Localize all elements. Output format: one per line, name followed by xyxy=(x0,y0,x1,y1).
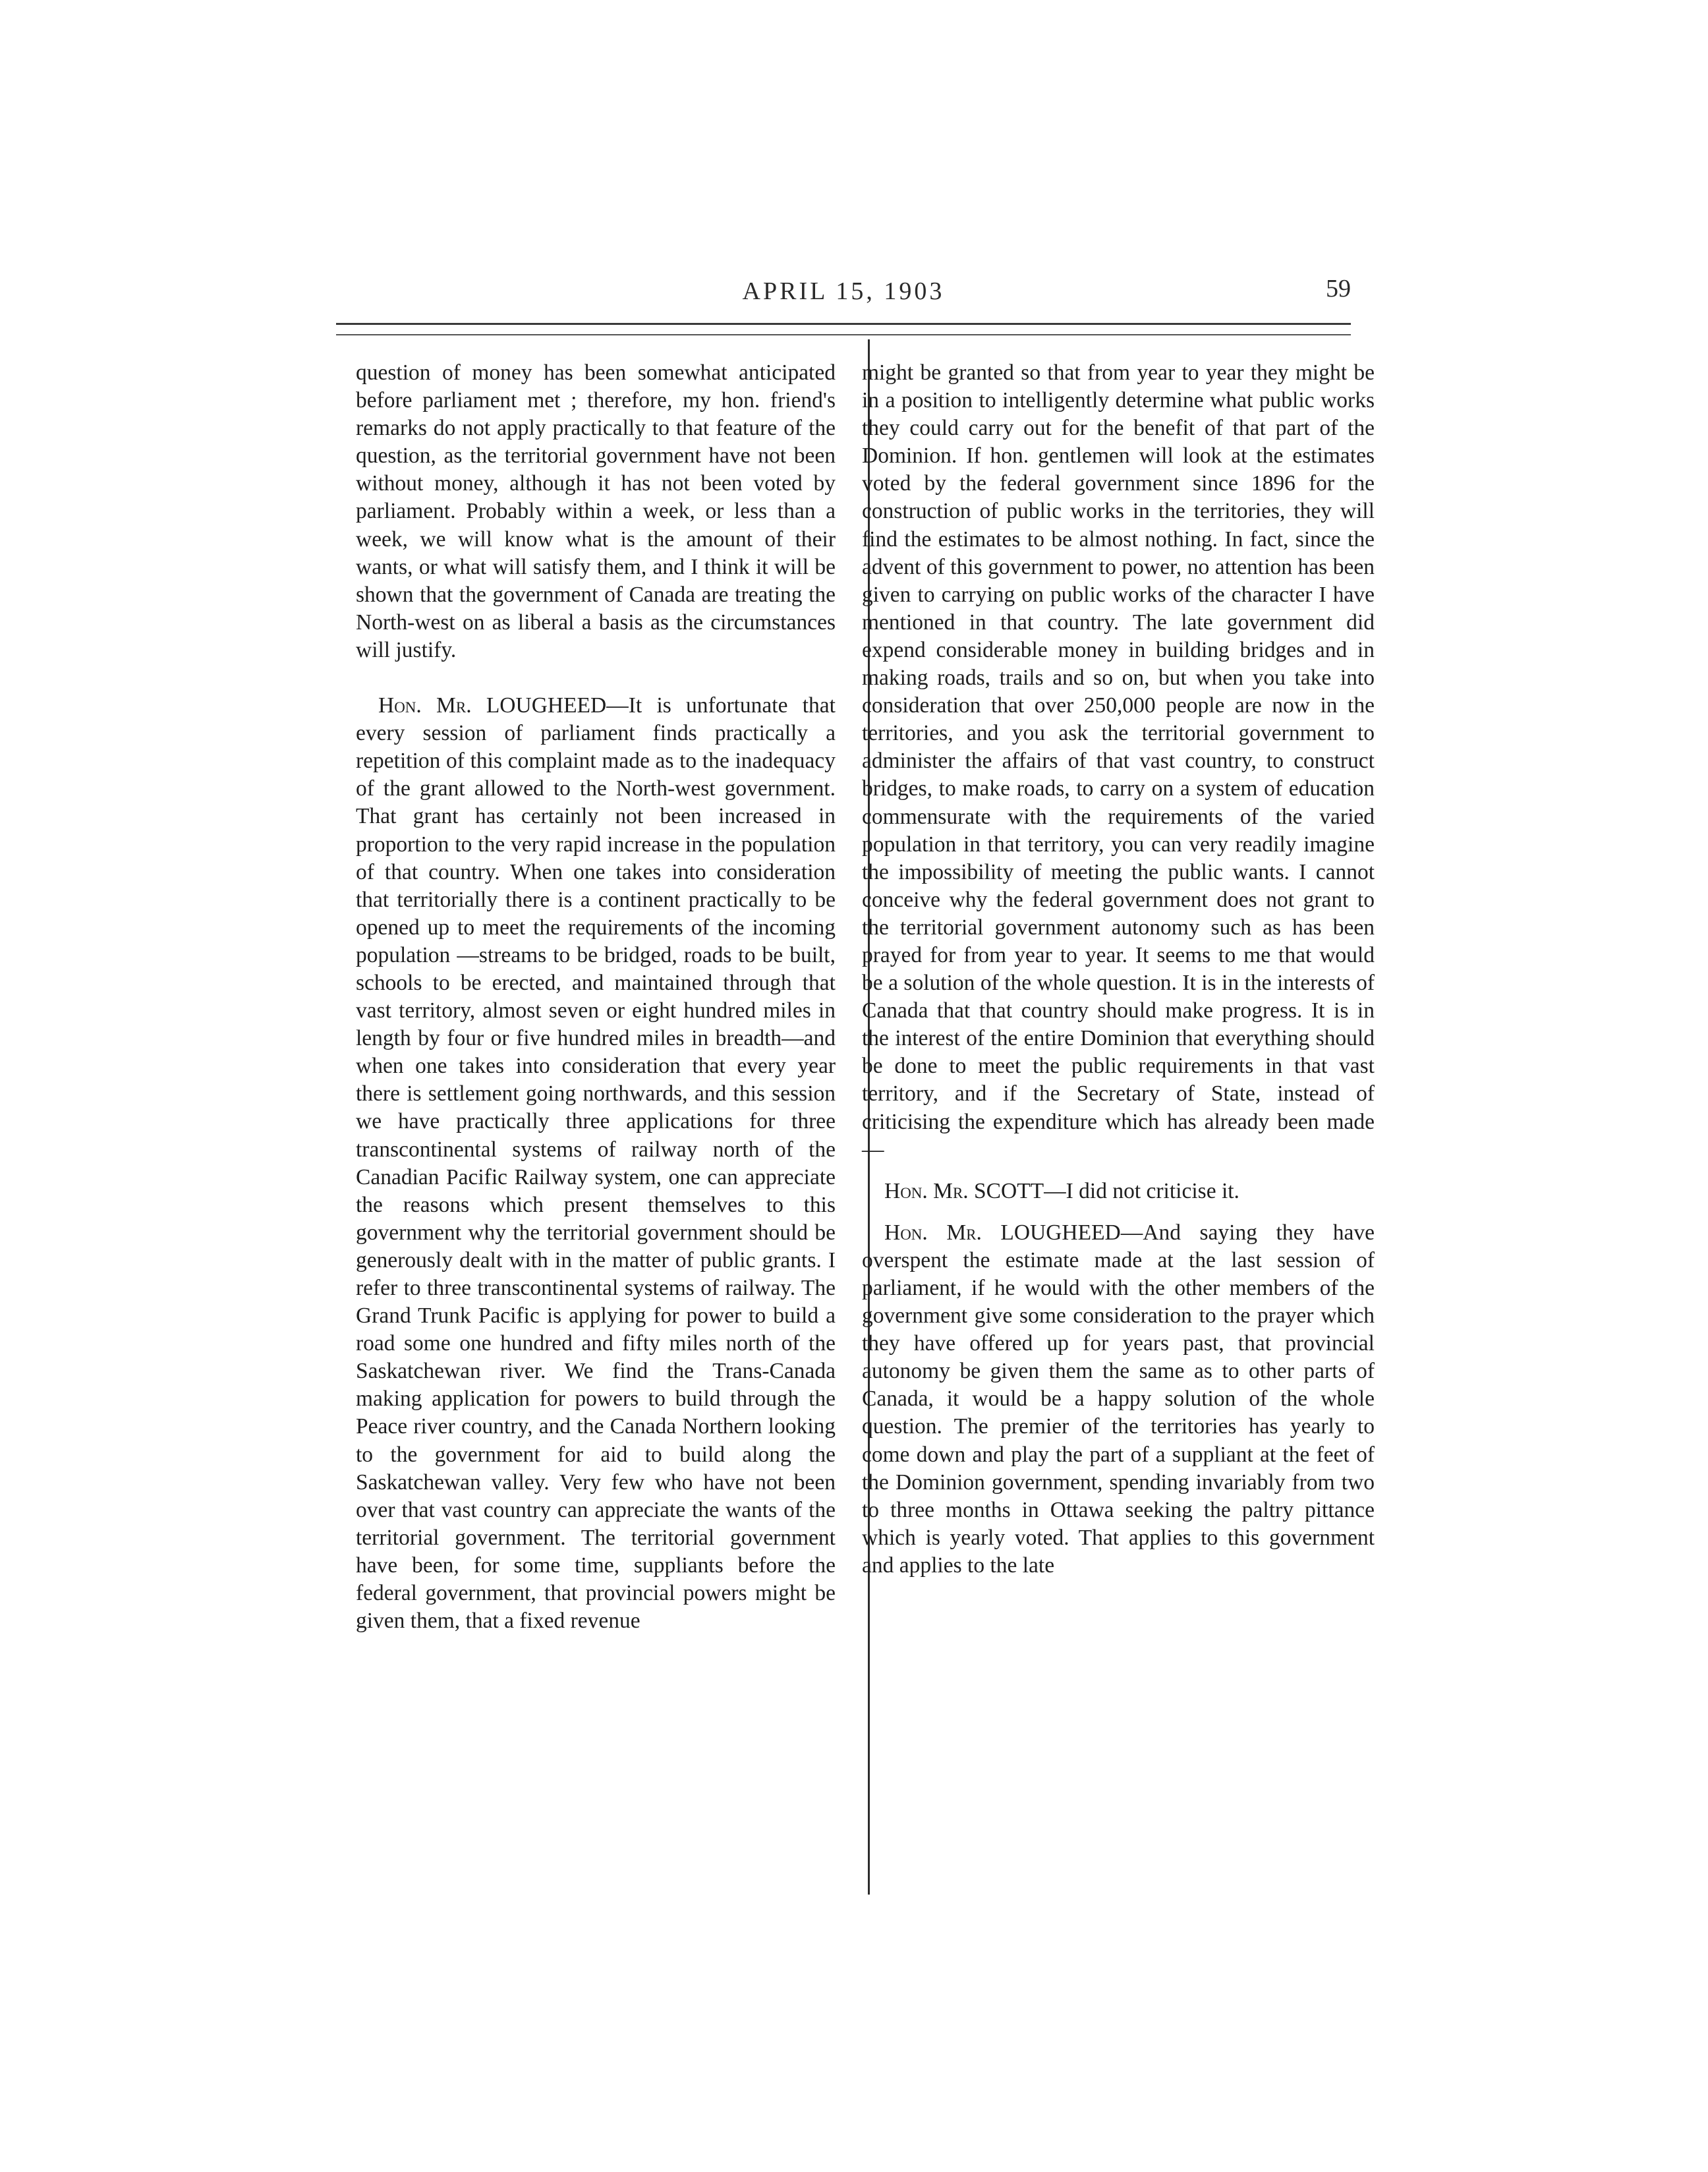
header-rule xyxy=(336,323,1351,335)
paragraph-lougheed xyxy=(356,692,836,1635)
paragraph-lougheed xyxy=(862,1219,1375,1580)
running-head xyxy=(336,277,1351,316)
speech-text: —And saying they have overspent the estimate made at the last session of parliament, if he would with the other members of the government give some consideration to the prayer which they have offered up for years past, that provincial autonomy be given them the same as to other parts of Canada, it would be a happy solution of the whole question. The premier of the territories has yearly to come down and play the part of a suppliant at the feet of the Dominion government, spending invariably from two to three months in Ottawa seeking the paltry pittance which is yearly voted. That applies to this government and applies to the late xyxy=(862,1220,1375,1578)
speech-text: —It is unfortunate that every session of parliament finds practically a repetition of this complaint made as to the inadequacy of the grant allowed to the North-west government. That grant has certainly not been increased in proportion to the very rapid increase in the population of that country. When one takes into consideration that territorially there is a continent practically to be opened up to meet the requirements of the incoming population —streams to be bridged, roads to be built, schools to be erected, and maintained through that vast territory, almost seven or eight hundred miles in length by four or five hundred miles in breadth—and when one takes into consideration that every year there is settlement going northwards, and this session we have practically three applications for three transcontinental systems of railway north of the Canadian Pacific Railway system, one can appreciate the reasons which present themselves to this government why the territorial government should be generously dealt with in the matter of public grants. I refer to three transcontinental systems of railway. The Grand Trunk Pacific is applying for power to build a road some one hundred and fifty miles north of the Saskatchewan river. We find the Trans-Canada making application for powers to build through the Peace river country, and the Canada Northern looking to the government for aid to build along the Saskatchewan valley. Very few who have not been over that vast country can appreciate the wants of the territorial government. The territorial government have been, for some time, suppliants before the federal government, that provincial powers might be given them, that a fixed revenue xyxy=(356,693,836,1634)
header-date: APRIL 15, 1903 xyxy=(742,277,945,305)
speaker-name: Hon. Mr. LOUGHEED xyxy=(884,1220,1121,1245)
page-number: 59 xyxy=(1326,275,1351,302)
speaker-name: Hon. Mr. SCOTT xyxy=(884,1178,1044,1203)
right-column xyxy=(862,359,1375,1580)
paragraph-continued: might be granted so that from year to year they might be in a position to intelligently determine what public works they could carry out for the benefit of that part of the Dominion. If hon. gentlemen will look at the estimates voted by the federal government since 1896 for the construction of public works in the territories, they will find the estimates to be almost nothing. In fact, since the advent of this government to power, no attention has been given to carrying on public works of the character I have mentioned in that country. The late government did expend considerable money in building bridges and in making roads, trails and so on, but when you take into consideration that over 250,000 people are now in the territories, and you ask the territorial government to administer the affairs of that vast country, to construct bridges, to make roads, to carry on a system of education commensurate with the requirements of the varied population in that territory, you can very readily imagine the impossibility of meeting the public wants. I cannot conceive why the federal government does not grant to the territorial government autonomy such as has been prayed for from year to year. It seems to me that would be a solution of the whole question. It is in the interests of Canada that that country should make progress. It is in the interest of the entire Dominion that everything should be done to meet the public requirements in that vast territory, and if the Secretary of State, instead of criticising the expenditure which has already been made— xyxy=(862,360,1375,1162)
left-column xyxy=(356,359,836,1635)
paragraph-scott xyxy=(862,1178,1375,1205)
speech-text: —I did not criticise it. xyxy=(1044,1178,1239,1203)
speaker-name: Hon. Mr. LOUGHEED xyxy=(378,693,607,718)
paragraph-continued: question of money has been somewhat anticipated before parliament met ; therefore, my hon. friend's remarks do not apply practically to that feature of the question, as the territorial government have not been without money, although it has not been voted by parliament. Probably within a week, or less than a week, we will know what is the amount of their wants, or what will satisfy them, and I think it will be shown that the government of Canada are treating the North-west on as liberal a basis as the circumstances will justify. xyxy=(356,360,836,662)
